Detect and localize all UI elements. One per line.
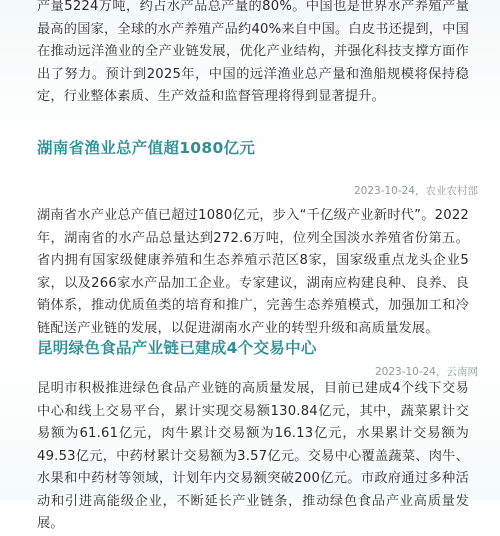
news-title-kunming[interactable]: 昆明绿色食品产业链已建成4个交易中心 (37, 339, 317, 357)
news-meta-hunan: 2023-10-24，农业农村部 (353, 185, 478, 197)
news-meta-kunming: 2023-10-24，云南网 (374, 366, 478, 378)
article-paragraph: 产量5224万吨，约占水产品总产量的80%。中国也是世界水产养殖产量最高的国家，全球的水产养殖产品约40%来自中国。白皮书还提到，中国在推动远洋渔业的全产业链发展，优化产业结构，并强化科技支撑方面作出了努力。预计到2025年，中国的远洋渔业总产量和渔船规模将保持稳定，行业整体素质、生产效益和监督管理将得到显著提升。 (37, 0, 469, 104)
news-title-hunan[interactable]: 湖南省渔业总产值超1080亿元 (37, 139, 256, 157)
news-paragraph-kunming: 昆明市积极推进绿色食品产业链的高质量发展，目前已建成4个线下交易中心和线上交易平台，累计实现交易额130.84亿元，其中，蔬菜累计交易额为61.61亿元，肉牛累计交易额为16.13亿元，水果累计交易额为49.53亿元，中药材累计交易额为3.57亿元。交易中心覆盖蔬菜、肉牛、水果和中药材等领域，计划年内交易额突破200亿元。市政府通过多种活动和引进高能级企业，不断延长产业链条，推动绿色食品产业高质量发展。 (37, 381, 469, 531)
news-paragraph-hunan: 湖南省水产业总产值已超过1080亿元，步入“千亿级产业新时代”。2022年，湖南省的水产品总量达到272.6万吨，位列全国淡水养殖省份第五。省内拥有国家级健康养殖和生态养殖示范区8家，国家级重点龙头企业5家，以及266家水产品加工企业。专家建议，湖南应构建良种、良养、良销体系，推动优质鱼类的培育和推广，完善生态养殖模式，加强加工和冷链配送产业链的发展，以促进湖南水产业的转型升级和高质量发展。 (37, 208, 469, 336)
